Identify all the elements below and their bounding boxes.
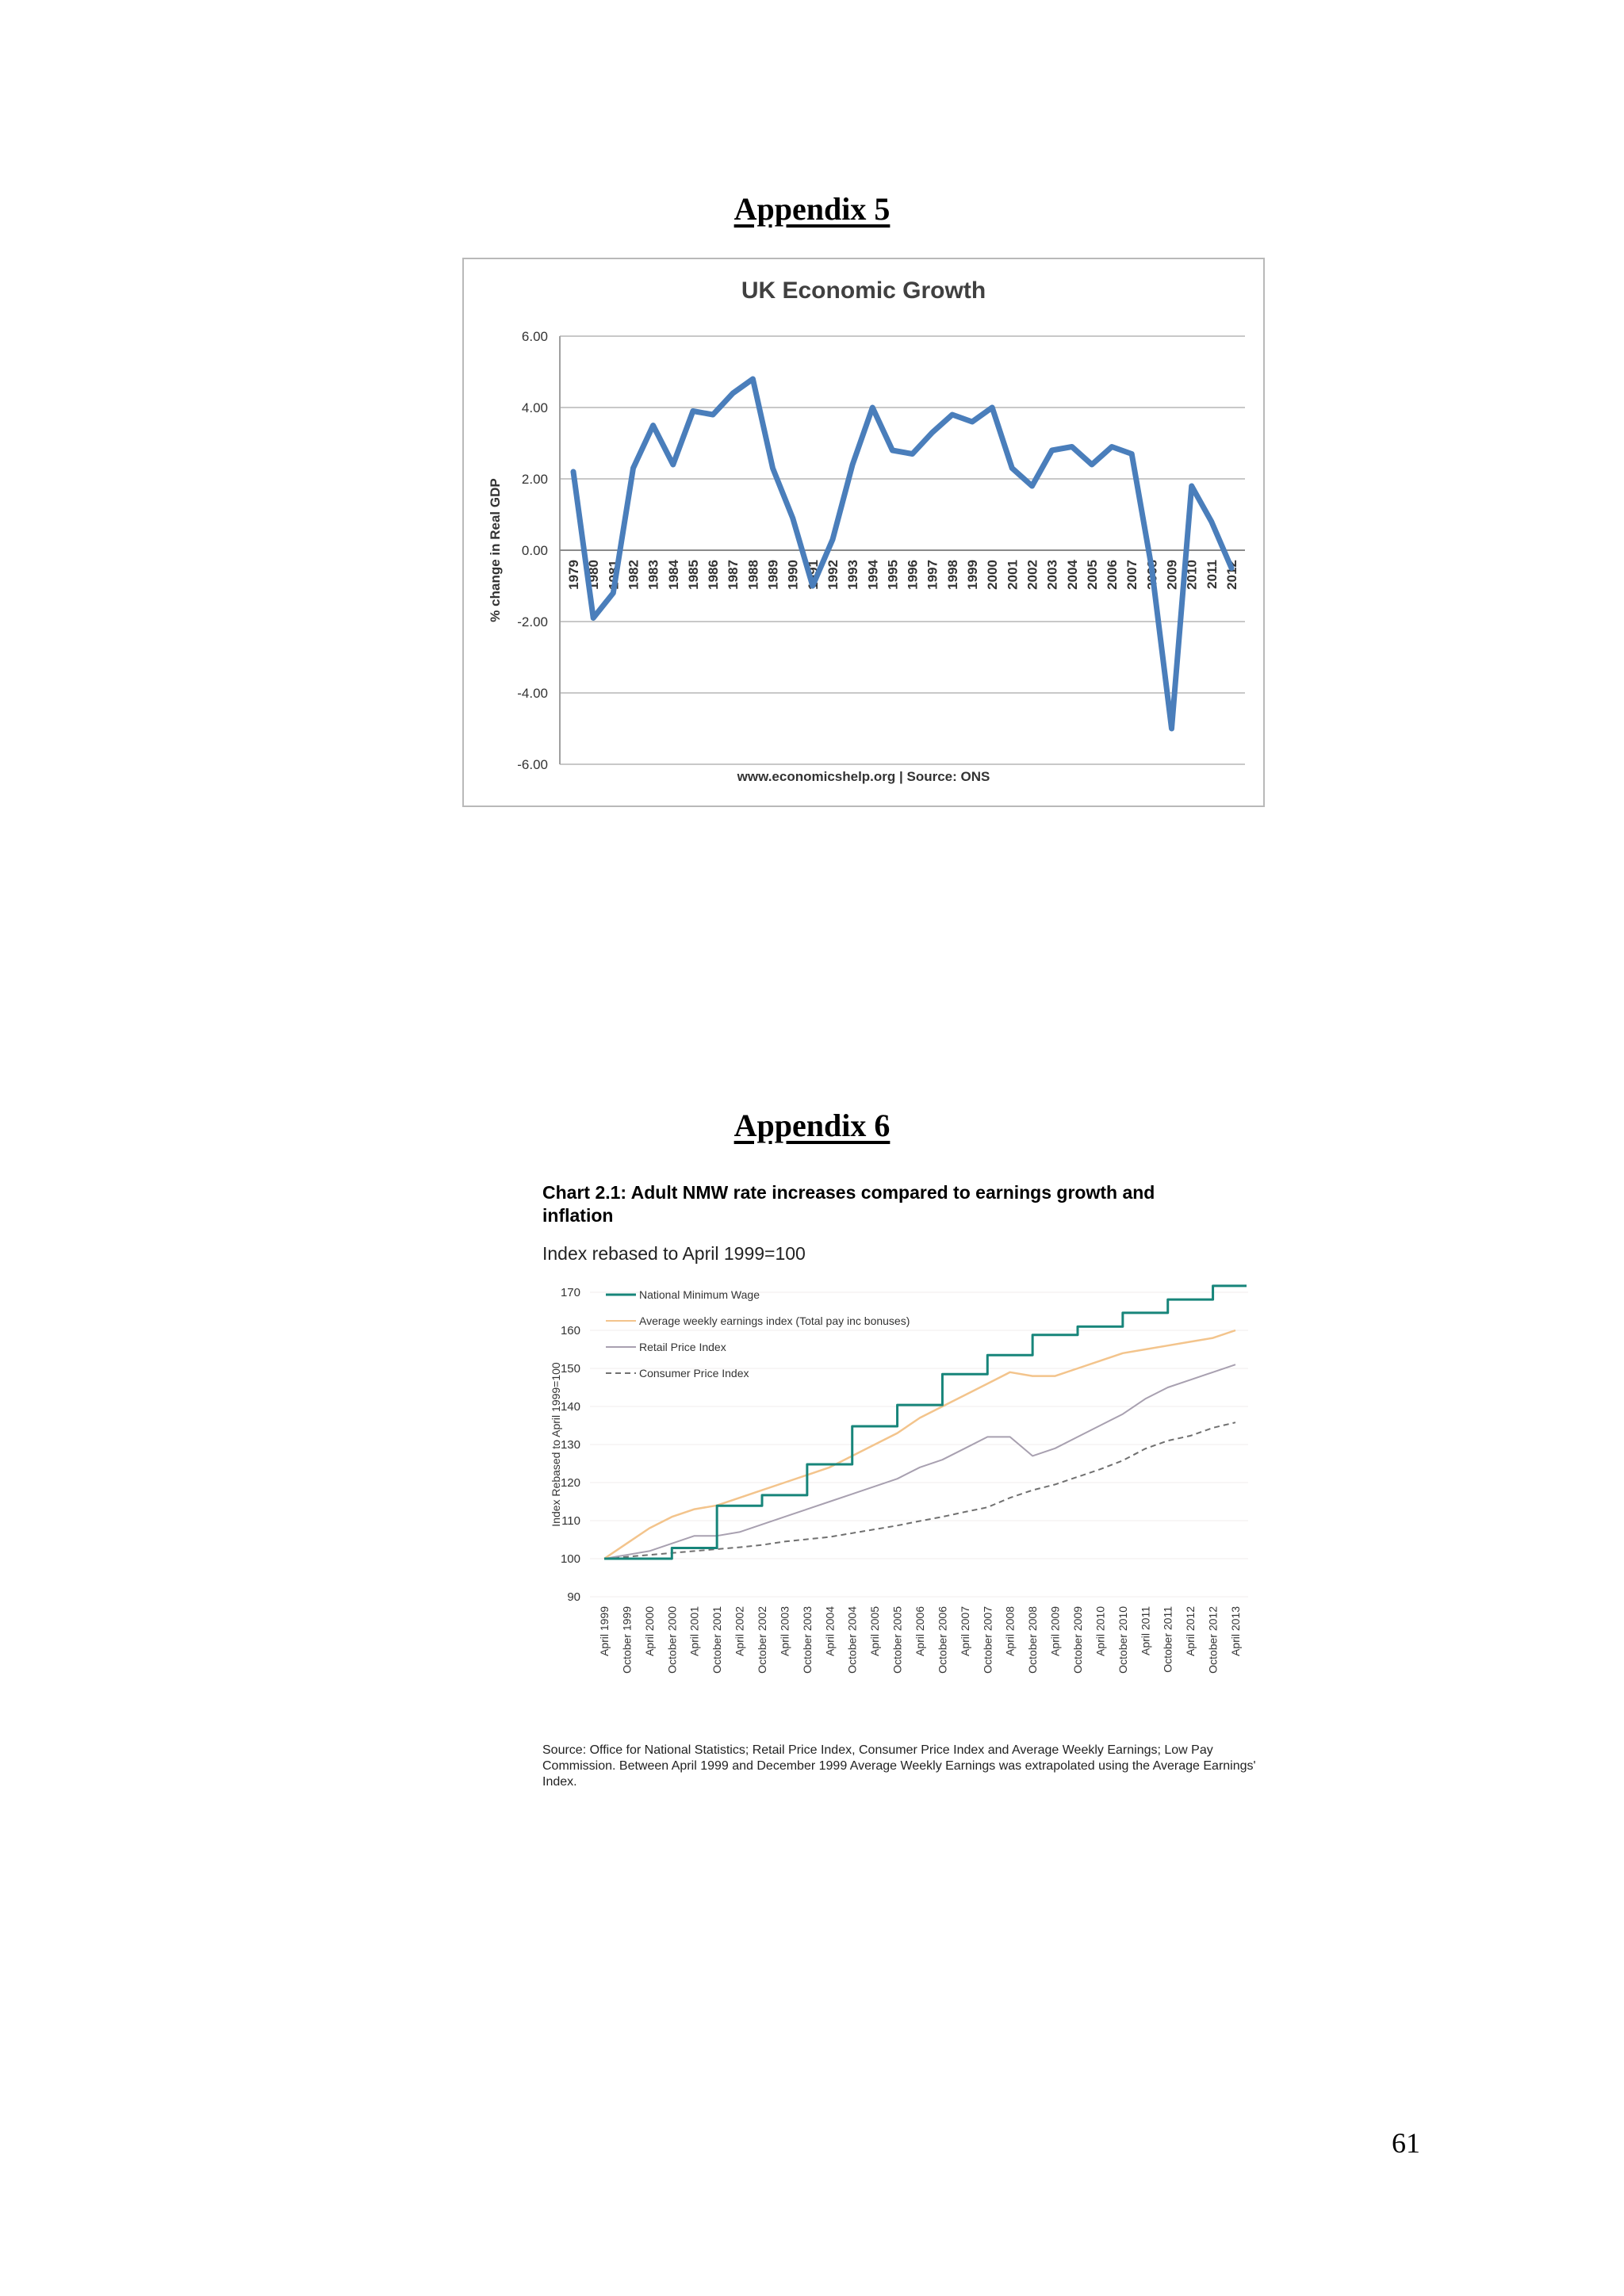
chart1-data-point — [632, 468, 634, 469]
chart1-x-tick-label: 1987 — [726, 560, 741, 590]
page-number: 61 — [1392, 2127, 1420, 2159]
chart2-y-tick-label: 110 — [561, 1514, 580, 1528]
chart2-x-tick-label: October 2005 — [891, 1606, 904, 1674]
chart1-x-tick-label: 2009 — [1164, 560, 1180, 590]
chart1-x-tick-label: 2001 — [1005, 560, 1021, 590]
chart1-x-tick-label: 1990 — [785, 560, 801, 590]
chart2-y-tick-label: 170 — [560, 1286, 580, 1299]
chart2-x-tick-label: October 2003 — [800, 1606, 814, 1674]
chart2-x-tick-label: April 2013 — [1229, 1606, 1242, 1657]
chart1-data-point — [792, 518, 794, 519]
chart1-data-point — [1051, 450, 1053, 451]
chart2-legend-label: Retail Price Index — [639, 1341, 726, 1353]
chart1-x-tick-label: 1982 — [626, 560, 642, 590]
chart2-x-tick-label: April 1999 — [598, 1606, 611, 1657]
chart1-data-point — [1091, 464, 1093, 465]
chart1-data-point — [592, 618, 594, 619]
chart1-y-axis-label: % change in Real GDP — [488, 478, 503, 622]
chart1-data-point — [812, 585, 814, 587]
chart1-data-point — [752, 378, 753, 380]
appendix-5-heading: Appendix 5 — [733, 191, 891, 227]
chart1-data-point — [871, 407, 873, 408]
chart2-x-tick-label: April 2001 — [688, 1606, 701, 1657]
chart1-data-point — [1171, 728, 1173, 729]
chart1-x-tick-label: 2004 — [1064, 560, 1080, 590]
chart1-data-point — [772, 468, 774, 469]
chart2-y-axis-label: Index Rebased to April 1999=100 — [550, 1362, 562, 1527]
chart2-x-tick-label: October 2002 — [756, 1606, 768, 1674]
chart1-data-point — [1151, 568, 1152, 569]
chart2-x-tick-label: October 2001 — [710, 1606, 724, 1674]
chart1-data-point — [1111, 446, 1113, 448]
chart1-x-tick-label: 1980 — [586, 560, 602, 590]
nmw-chart-title: Chart 2.1: Adult NMW rate increases compared to earnings growth and inflation — [542, 1182, 1155, 1226]
chart2-legend-label: Average weekly earnings index (Total pay inc bonuses) — [639, 1314, 910, 1327]
chart2-x-tick-label: April 2003 — [778, 1606, 791, 1657]
chart2-legend-label: Consumer Price Index — [639, 1367, 749, 1380]
chart2-x-tick-label: October 2006 — [936, 1606, 949, 1674]
chart1-data-point — [653, 425, 654, 427]
chart1-footer: www.economicshelp.org | Source: ONS — [737, 769, 990, 784]
chart2-y-tick-label: 120 — [560, 1476, 580, 1490]
chart1-data-point — [891, 450, 893, 451]
chart1-x-tick-label: 1995 — [885, 560, 901, 590]
chart1-y-tick-label: 4.00 — [521, 400, 548, 415]
chart2-x-tick-label: October 2011 — [1161, 1606, 1174, 1673]
chart1-data-point — [991, 407, 993, 408]
chart1-data-point — [1011, 468, 1013, 469]
chart2-y-tick-label: 130 — [560, 1438, 580, 1452]
chart2-y-tick-label: 160 — [560, 1324, 580, 1337]
chart1-x-tick-label: 2011 — [1204, 560, 1220, 589]
chart1-x-tick-label: 1994 — [865, 560, 881, 590]
uk-growth-chart-svg — [464, 259, 1263, 806]
chart1-data-point — [1191, 485, 1193, 487]
nmw-chart-subtitle: Index rebased to April 1999=100 — [542, 1243, 806, 1264]
chart2-x-tick-label: April 2010 — [1094, 1606, 1107, 1657]
chart1-title: UK Economic Growth — [741, 277, 986, 304]
chart1-x-tick-label: 2005 — [1084, 560, 1100, 590]
nmw-chart-source: Source: Office for National Statistics; Retail Price Index, Consumer Price Index and Average Weekly Earnings; Low Pay Commission. Between April 1999 and December 1999 Average Weekly Earnings was extrapolated using the Average Earnings' Index. — [542, 1743, 1256, 1789]
chart2-y-tick-label: 140 — [560, 1400, 580, 1414]
chart2-y-tick-label: 100 — [560, 1552, 580, 1566]
chart2-x-tick-label: April 2008 — [1003, 1606, 1017, 1657]
chart2-series-consumer-price-index — [604, 1422, 1235, 1559]
chart1-x-tick-label: 2010 — [1184, 560, 1200, 590]
chart1-x-tick-label: 1985 — [685, 560, 701, 590]
chart1-data-point — [732, 392, 733, 394]
chart1-x-tick-label: 1992 — [825, 560, 841, 590]
chart1-x-tick-label: 2002 — [1025, 560, 1040, 590]
chart1-x-tick-label: 1998 — [944, 560, 960, 590]
chart2-x-tick-label: October 2009 — [1071, 1606, 1084, 1674]
chart1-data-point — [692, 411, 694, 412]
chart1-x-tick-label: 1991 — [805, 560, 821, 590]
chart2-x-tick-label: April 2009 — [1048, 1606, 1062, 1657]
chart1-y-tick-label: -6.00 — [517, 757, 548, 772]
chart1-data-point — [672, 464, 674, 465]
chart1-y-tick-label: -2.00 — [517, 614, 548, 629]
chart1-data-point — [612, 592, 614, 594]
chart1-x-tick-label: 1993 — [845, 560, 861, 590]
chart1-y-tick-label: -4.00 — [517, 686, 548, 701]
chart1-x-tick-label: 1983 — [645, 560, 661, 590]
chart1-x-tick-label: 1986 — [706, 560, 722, 590]
chart1-x-tick-label: 1999 — [965, 560, 981, 590]
chart2-x-tick-label: October 2010 — [1116, 1606, 1129, 1674]
chart2-x-tick-label: April 2007 — [958, 1606, 971, 1657]
chart1-data-point — [852, 464, 853, 465]
chart2-x-tick-label: October 2008 — [1026, 1606, 1040, 1674]
chart1-x-tick-label: 1981 — [606, 560, 622, 590]
chart1-data-point — [971, 421, 973, 423]
uk-economic-growth-chart — [462, 258, 1265, 807]
chart2-x-tick-label: October 2004 — [845, 1606, 859, 1674]
chart1-data-point — [1231, 568, 1232, 569]
chart1-data-point — [1071, 446, 1073, 448]
chart1-data-point — [932, 432, 933, 434]
chart2-x-tick-label: October 1999 — [620, 1606, 634, 1674]
nmw-chart-svg — [542, 1284, 1272, 1736]
chart1-data-point — [573, 471, 574, 473]
chart1-x-tick-label: 2012 — [1224, 560, 1239, 590]
chart1-data-point — [912, 453, 914, 455]
chart1-x-tick-label: 1984 — [665, 560, 681, 590]
chart1-data-point — [1211, 521, 1212, 522]
chart2-x-tick-label: April 2004 — [823, 1606, 837, 1657]
chart2-x-tick-label: April 2002 — [733, 1606, 746, 1657]
appendix-6-heading: Appendix 6 — [733, 1108, 891, 1143]
chart2-x-tick-label: October 2007 — [981, 1606, 994, 1674]
chart1-y-tick-label: 2.00 — [521, 472, 548, 487]
chart2-legend-label: National Minimum Wage — [639, 1288, 760, 1301]
chart1-y-tick-label: 6.00 — [521, 329, 548, 344]
chart1-x-tick-label: 1996 — [905, 560, 921, 590]
chart2-x-tick-label: April 2005 — [868, 1606, 882, 1657]
chart2-x-tick-label: October 2012 — [1206, 1606, 1220, 1674]
chart1-x-tick-label: 2003 — [1044, 560, 1060, 590]
chart1-growth-line — [573, 379, 1231, 729]
chart1-x-tick-label: 2008 — [1144, 560, 1160, 590]
chart1-data-point — [712, 414, 714, 415]
chart1-x-tick-label: 1989 — [765, 560, 781, 590]
chart2-x-tick-label: April 2012 — [1184, 1606, 1197, 1657]
chart1-data-point — [832, 539, 833, 541]
chart1-data-point — [1031, 485, 1032, 487]
chart1-data-point — [1131, 453, 1132, 455]
chart2-x-tick-label: October 2000 — [665, 1606, 679, 1674]
chart1-x-tick-label: 2000 — [985, 560, 1001, 590]
chart1-x-tick-label: 1979 — [566, 560, 581, 590]
chart1-x-tick-label: 2007 — [1124, 560, 1140, 590]
chart2-x-tick-label: April 2011 — [1139, 1606, 1152, 1656]
chart1-data-point — [952, 414, 953, 415]
nmw-chart-figure — [542, 1173, 1272, 1808]
chart1-y-tick-label: 0.00 — [521, 543, 548, 558]
chart1-x-tick-label: 2006 — [1105, 560, 1120, 590]
chart2-x-tick-label: April 2006 — [914, 1606, 926, 1657]
chart2-y-tick-label: 90 — [567, 1590, 580, 1604]
chart1-x-tick-label: 1988 — [745, 560, 761, 590]
chart1-x-tick-label: 1997 — [925, 560, 940, 590]
chart2-x-tick-label: April 2000 — [642, 1606, 656, 1657]
chart2-series-retail-price-index — [604, 1364, 1235, 1559]
chart2-y-tick-label: 150 — [560, 1362, 580, 1376]
